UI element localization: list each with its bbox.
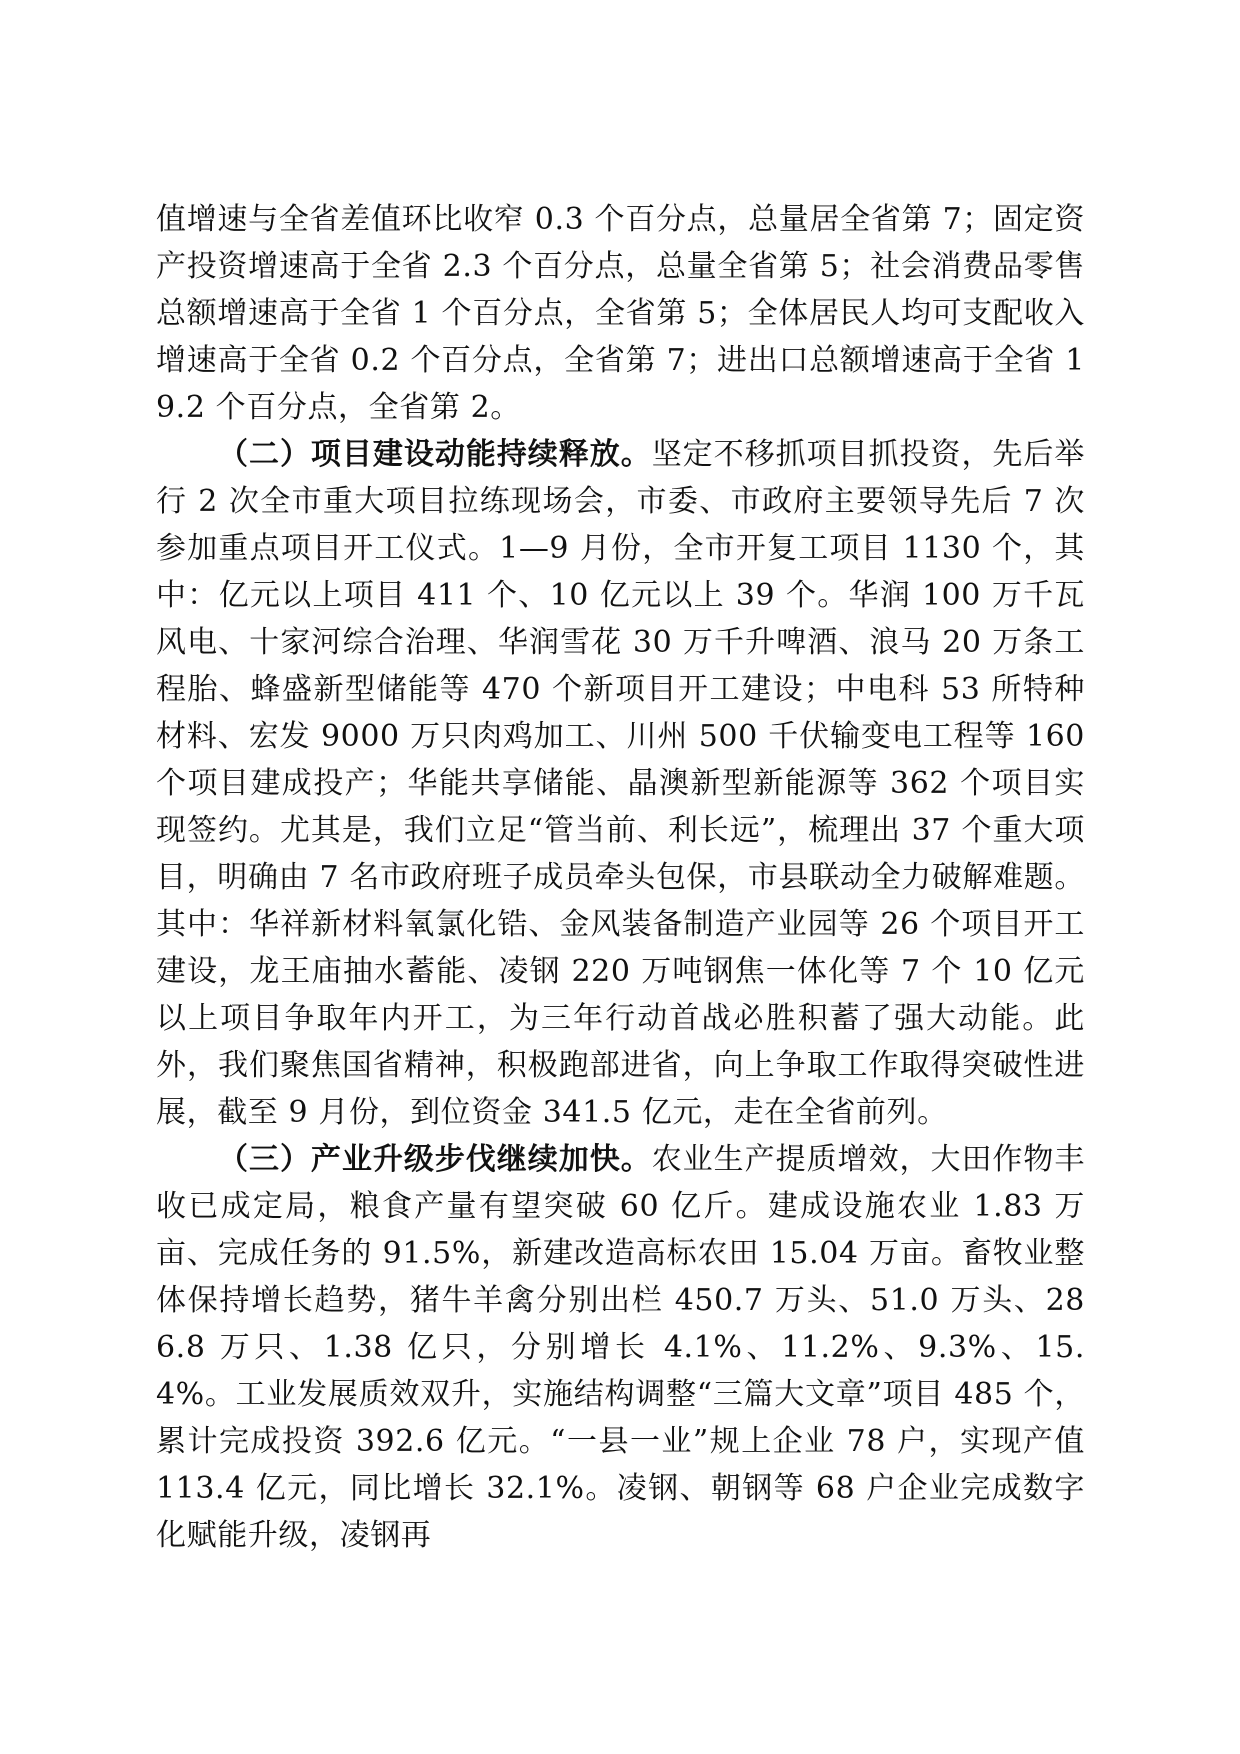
paragraph-2-heading: （二）项目建设动能持续释放。 bbox=[218, 437, 652, 472]
paragraph-2 bbox=[156, 431, 1085, 1136]
document-page bbox=[156, 196, 1085, 1559]
paragraph-1 bbox=[156, 196, 1085, 431]
paragraph-1-body: 值增速与全省差值环比收窄 0.3 个百分点，总量居全省第 7；固定资产投资增速高于全省 2.3 个百分点，总量全省第 5；社会消费品零售总额增速高于全省 1 个百分点，全省第 5；全体居民人均可支配收入增速高于全省 0.2 个百分点，全省第 7；进出口总额增速高于全省 19.2 个百分点，全省第 2。 bbox=[156, 202, 1085, 425]
paragraph-2-body: 坚定不移抓项目抓投资，先后举行 2 次全市重大项目拉练现场会，市委、市政府主要领导先后 7 次参加重点项目开工仪式。1—9 月份，全市开复工项目 1130 个，其中：亿元以上项目 411 个、10 亿元以上 39 个。华润 100 万千瓦风电、十家河综合治理、华润雪花 30 万千升啤酒、浪马 20 万条工程胎、蜂盛新型储能等 470 个新项目开工建设；中电科 53 所特种材料、宏发 9000 万只肉鸡加工、川州 500 千伏输变电工程等 160 个项目建成投产；华能共享储能、晶澳新型新能源等 362 个项目实现签约。尤其是，我们立足“管当前、利长远”，梳理出 37 个重大项目，明确由 7 名市政府班子成员牵头包保，市县联动全力破解难题。其中：华祥新材料氧氯化锆、金风装备制造产业园等 26 个项目开工建设，龙王庙抽水蓄能、凌钢 220 万吨钢焦一体化等 7 个 10 亿元以上项目争取年内开工，为三年行动首战必胜积蓄了强大动能。此外，我们聚焦国省精神，积极跑部进省，向上争取工作取得突破性进展，截至 9 月份，到位资金 341.5 亿元，走在全省前列。 bbox=[156, 437, 1085, 1130]
paragraph-3-heading: （三）产业升级步伐继续加快。 bbox=[218, 1142, 652, 1177]
paragraph-3-body: 农业生产提质增效，大田作物丰收已成定局，粮食产量有望突破 60 亿斤。建成设施农业 1.83 万亩、完成任务的 91.5%，新建改造高标农田 15.04 万亩。畜牧业整体保持增长趋势，猪牛羊禽分别出栏 450.7 万头、51.0 万头、286.8 万只、1.38 亿只，分别增长 4.1%、11.2%、9.3%、15.4%。工业发展质效双升，实施结构调整“三篇大文章”项目 485 个，累计完成投资 392.6 亿元。“一县一业”规上企业 78 户，实现产值 113.4 亿元，同比增长 32.1%。凌钢、朝钢等 68 户企业完成数字化赋能升级，凌钢再 bbox=[156, 1142, 1085, 1553]
paragraph-3 bbox=[156, 1136, 1085, 1559]
